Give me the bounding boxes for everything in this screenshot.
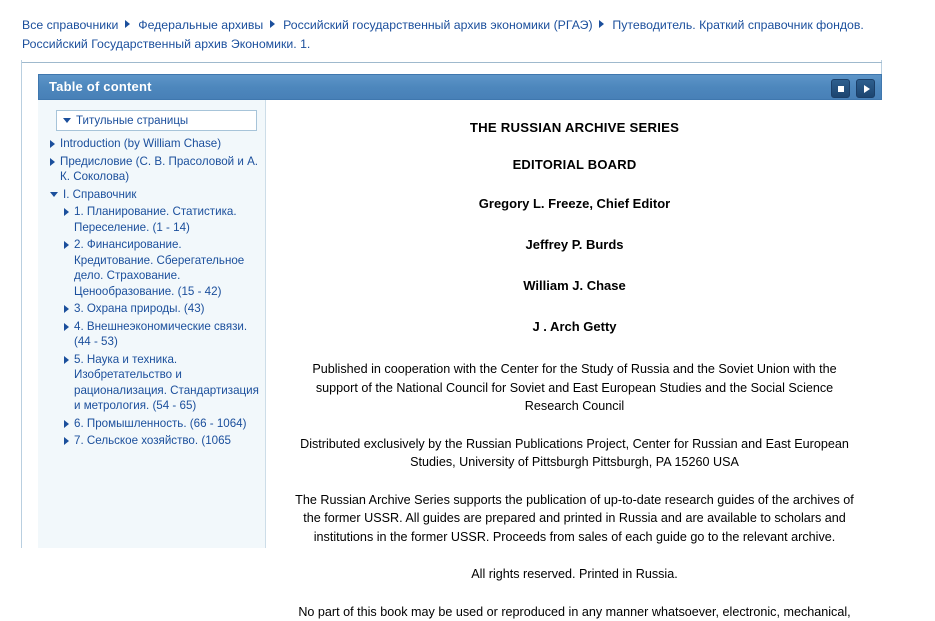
right-rail [882, 0, 935, 548]
page-title: Table of content [49, 79, 152, 94]
sidebar-item-label: Предисловие (С. В. Прасоловой и А. К. Соколова) [60, 154, 259, 185]
document-paragraph-4: All rights reserved. Printed in Russia. [295, 565, 854, 584]
sidebar-item-section-2[interactable] [64, 236, 265, 300]
breadcrumb-item-3[interactable]: Путеводитель. Краткий справочник фондов. Российский Государственный архив Экономики. 1. [22, 18, 864, 51]
chevron-right-icon [64, 437, 69, 445]
sidebar-item-section-1[interactable] [64, 203, 265, 236]
chevron-right-icon [64, 323, 69, 331]
left-rail [0, 0, 23, 548]
sidebar-item-label: Introduction (by William Chase) [60, 136, 259, 152]
sidebar-item-spravochnik[interactable] [50, 186, 265, 204]
sidebar-item-label: 5. Наука и техника. Изобретательство и рационализация. Стандартизация и метрология. (54 - 65) [74, 352, 259, 414]
sidebar-item-label: 6. Промышленность. (66 - 1064) [74, 416, 259, 432]
chevron-right-icon [599, 20, 604, 28]
document-paragraph-3: The Russian Archive Series supports the publication of up-to-date research guides of the archives of the former USSR. All guides are prepared and printed in Russia and are available to scholars and institutions in the former USSR. Proceeds from sales of each guide go to the relevant archive. [295, 491, 854, 547]
editor-board-member-1: Jeffrey P. Burds [295, 237, 854, 252]
chevron-right-icon [50, 158, 55, 166]
breadcrumb-item-1[interactable]: Федеральные архивы [138, 18, 263, 32]
document-title: THE RUSSIAN ARCHIVE SERIES [295, 120, 854, 135]
content-area [38, 100, 882, 548]
breadcrumb-item-2[interactable]: Российский государственный архив экономики (РГАЭ) [283, 18, 593, 32]
chevron-right-icon [125, 20, 130, 28]
left-rail-divider [21, 60, 22, 548]
sidebar-item-section-3[interactable] [64, 300, 265, 318]
sidebar-item-section-6[interactable] [64, 415, 265, 433]
sidebar-item-label: 4. Внешнеэкономические связи. (44 - 53) [74, 319, 259, 350]
document-page [267, 100, 882, 621]
chevron-right-icon [64, 208, 69, 216]
header-button-group [831, 79, 875, 98]
chevron-right-icon [64, 305, 69, 313]
document-subtitle: EDITORIAL BOARD [295, 157, 854, 172]
breadcrumb-item-0[interactable]: Все справочники [22, 18, 118, 32]
sidebar-item-label: I. Справочник [63, 187, 259, 203]
sidebar-item-label: 3. Охрана природы. (43) [74, 301, 259, 317]
sidebar-item-section-5[interactable] [64, 351, 265, 415]
breadcrumb [22, 16, 882, 54]
editor-board-member-3: J . Arch Getty [295, 319, 854, 334]
chevron-right-icon [64, 420, 69, 428]
next-button[interactable] [856, 79, 875, 98]
sidebar-item-label: 2. Финансирование. Кредитование. Сберегательное дело. Страхование. Ценообразование. (15 - 42) [74, 237, 259, 299]
chevron-down-icon [50, 192, 58, 197]
table-of-content-header [38, 74, 882, 100]
document-paragraph-1: Published in cooperation with the Center for the Study of Russia and the Soviet Union with the support of the National Council for Soviet and East European Studies and the Social Science Research Council [295, 360, 854, 416]
chevron-right-icon [270, 20, 275, 28]
sidebar-item-title-pages[interactable] [56, 110, 257, 131]
breadcrumb-divider [22, 62, 882, 63]
editor-board-member-2: William J. Chase [295, 278, 854, 293]
table-of-contents-sidebar[interactable] [38, 100, 266, 548]
square-icon [838, 86, 844, 92]
sidebar-item-label: 1. Планирование. Статистика. Переселение. (1 - 14) [74, 204, 259, 235]
chevron-right-icon [50, 140, 55, 148]
document-paragraph-2: Distributed exclusively by the Russian Publications Project, Center for Russian and East European Studies, University of Pittsburgh Pittsburgh, PA 15260 USA [295, 435, 854, 472]
sidebar-item-label: 7. Сельское хозяйство. (1065 [74, 433, 259, 449]
sidebar-item-introduction[interactable] [50, 135, 265, 153]
chevron-down-icon [63, 118, 71, 123]
sidebar-item-preface[interactable] [50, 153, 265, 186]
sidebar-item-section-7[interactable] [64, 432, 265, 450]
editor-chief: Gregory L. Freeze, Chief Editor [295, 196, 854, 211]
sidebar-item-label: Титульные страницы [76, 115, 188, 127]
document-paragraph-5: No part of this book may be used or reproduced in any manner whatsoever, electronic, mechanical, [295, 603, 854, 621]
sidebar-item-section-4[interactable] [64, 318, 265, 351]
chevron-right-icon [64, 356, 69, 364]
play-triangle-icon [864, 85, 870, 93]
document-viewer[interactable] [267, 100, 882, 548]
stop-button[interactable] [831, 79, 850, 98]
chevron-right-icon [64, 241, 69, 249]
